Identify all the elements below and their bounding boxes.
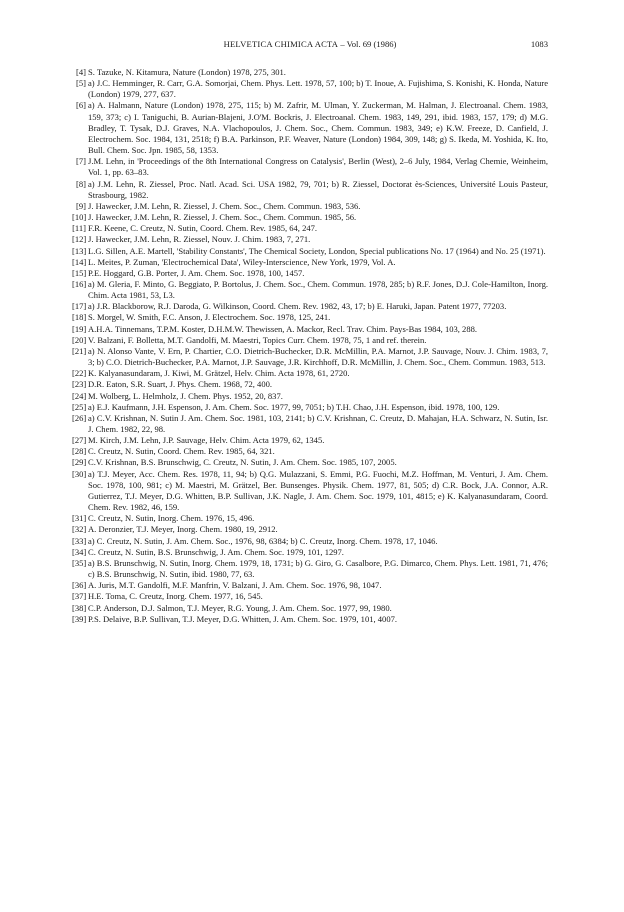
journal-volume: – Vol. 69 (1986) xyxy=(340,39,397,49)
reference-item xyxy=(72,402,548,413)
reference-text: P.S. Delaive, B.P. Sullivan, T.J. Meyer, D.G. Whitten, J. Am. Chem. Soc. 1979, 101, 4007. xyxy=(88,613,398,624)
reference-item xyxy=(72,446,548,457)
reference-list xyxy=(72,67,548,625)
reference-text: V. Balzani, F. Bolletta, M.T. Gandolfi, M. Maestri, Topics Curr. Chem. 1978, 75, 1 and ref. therein. xyxy=(88,334,427,345)
reference-number: [4] xyxy=(76,67,86,77)
reference-number: [38] xyxy=(72,602,87,613)
reference-number: [25] xyxy=(72,401,87,412)
reference-number: [5] xyxy=(76,78,86,89)
reference-text: a) J.R. Blackborow, R.J. Daroda, G. Wilkinson, Coord. Chem. Rev. 1982, 43, 17; b) E. Haruki, Japan. Patent 1977, 77203. xyxy=(88,301,507,312)
reference-number: [9] xyxy=(76,200,86,211)
reference-text: K. Kalyanasundaram, J. Kiwi, M. Grätzel, Helv. Chim. Acta 1978, 61, 2720. xyxy=(88,368,350,379)
reference-item xyxy=(72,201,548,212)
reference-item xyxy=(72,591,548,602)
reference-text: C.V. Krishnan, B.S. Brunschwig, C. Creutz, N. Sutin, J. Am. Chem. Soc. 1985, 107, 2005. xyxy=(88,457,397,468)
reference-number: [22] xyxy=(72,368,87,379)
reference-text: L. Meites, P. Zuman, 'Electrochemical Data', Wiley-Interscience, New York, 1979, Vol. A. xyxy=(88,256,396,267)
running-header xyxy=(72,39,548,51)
reference-item xyxy=(72,547,548,558)
reference-item xyxy=(72,268,548,279)
reference-item xyxy=(72,603,548,614)
reference-text: a) E.J. Kaufmann, J.H. Espenson, J. Am. Chem. Soc. 1977, 99, 7051; b) T.H. Chao, J.H. Espenson, ibid. 1978, 100, 129. xyxy=(88,401,500,412)
reference-number: [29] xyxy=(72,457,87,468)
reference-number: [27] xyxy=(72,435,87,446)
reference-item xyxy=(72,279,548,301)
reference-text: M. Kirch, J.M. Lehn, J.P. Sauvage, Helv. Chim. Acta 1979, 62, 1345. xyxy=(88,435,325,446)
reference-item xyxy=(72,435,548,446)
reference-text: a) T.J. Meyer, Acc. Chem. Res. 1978, 11, 94; b) Q.G. Mulazzani, S. Emmi, P.G. Fuochi, M.Z. Hoffman, M. Venturi, J. Am. Chem. Soc. 1978, 100, 981; c) M. Maestri, M. Grätzel, Ber. Bunsenges. Physik. Chem. 1977, 81, 505; d) C.R. Bock, J.A. Connor, A.R. Gutierrez, T.J. Meyer, D.G. Whitten, B.P. Sullivan, J.K. Nagle, J. Am. Chem. Soc. 1979, 101, 4815; e) K. Kalyanasundaram, Coord. Chem. Rev. 1982, 46, 159. xyxy=(88,468,548,513)
reference-item xyxy=(72,391,548,402)
reference-item xyxy=(72,536,548,547)
reference-number: [20] xyxy=(72,334,87,345)
reference-number: [10] xyxy=(72,212,87,223)
reference-text: F.R. Keene, C. Creutz, N. Sutin, Coord. Chem. Rev. 1985, 64, 247. xyxy=(88,223,318,234)
reference-text: H.E. Toma, C. Creutz, Inorg. Chem. 1977, 16, 545. xyxy=(88,591,263,602)
reference-text: S. Tazuke, N. Kitamura, Nature (London) 1978, 275, 301. xyxy=(88,67,286,77)
reference-number: [15] xyxy=(72,267,87,278)
reference-item xyxy=(72,301,548,312)
reference-text: a) B.S. Brunschwig, N. Sutin, Inorg. Chem. 1979, 18, 1731; b) G. Giro, G. Casalbore, P.G. Dimarco, Chem. Phys. Lett. 1981, 71, 476; c) B.S. Brunschwig, N. Sutin, ibid. 1980, 77, 63. xyxy=(88,557,548,580)
reference-text: A. Deronzier, T.J. Meyer, Inorg. Chem. 1980, 19, 2912. xyxy=(88,524,278,535)
reference-item xyxy=(72,312,548,323)
reference-item xyxy=(72,580,548,591)
reference-number: [30] xyxy=(72,468,87,479)
reference-item xyxy=(72,156,548,178)
reference-number: [33] xyxy=(72,535,87,546)
reference-item xyxy=(72,246,548,257)
reference-number: [36] xyxy=(72,580,87,591)
reference-text: A. Juris, M.T. Gandolfi, M.F. Manfrin, V. Balzani, J. Am. Chem. Soc. 1976, 98, 1047. xyxy=(88,580,382,591)
reference-item xyxy=(72,469,548,514)
reference-number: [14] xyxy=(72,256,87,267)
reference-item xyxy=(72,234,548,245)
reference-number: [34] xyxy=(72,546,87,557)
reference-number: [26] xyxy=(72,412,87,423)
reference-text: D.R. Eaton, S.R. Suart, J. Phys. Chem. 1968, 72, 400. xyxy=(88,379,273,390)
reference-item xyxy=(72,558,548,580)
reference-item xyxy=(72,67,548,78)
reference-text: C.P. Anderson, D.J. Salmon, T.J. Meyer, R.G. Young, J. Am. Chem. Soc. 1977, 99, 1980. xyxy=(88,602,392,613)
reference-item xyxy=(72,223,548,234)
reference-number: [13] xyxy=(72,245,87,256)
reference-item xyxy=(72,179,548,201)
reference-item xyxy=(72,324,548,335)
reference-number: [32] xyxy=(72,524,87,535)
reference-text: C. Creutz, N. Sutin, B.S. Brunschwig, J. Am. Chem. Soc. 1979, 101, 1297. xyxy=(88,546,344,557)
reference-item xyxy=(72,368,548,379)
reference-number: [17] xyxy=(72,301,87,312)
reference-text: a) C. Creutz, N. Sutin, J. Am. Chem. Soc., 1976, 98, 6384; b) C. Creutz, Inorg. Chem. 1978, 17, 1046. xyxy=(88,535,438,546)
reference-text: J. Hawecker, J.M. Lehn, R. Ziessel, J. Chem. Soc., Chem. Commun. 1983, 536. xyxy=(88,200,361,211)
journal-header xyxy=(72,39,548,49)
reference-item xyxy=(72,513,548,524)
reference-item xyxy=(72,335,548,346)
reference-number: [19] xyxy=(72,323,87,334)
reference-item xyxy=(72,413,548,435)
reference-number: [31] xyxy=(72,513,87,524)
reference-text: a) J.M. Lehn, R. Ziessel, Proc. Natl. Acad. Sci. USA 1982, 79, 701; b) R. Ziessel, Doctorat ès-Sciences, Université Louis Pasteur, Strasbourg, 1982. xyxy=(88,178,548,200)
reference-text: A.H.A. Tinnemans, T.P.M. Koster, D.H.M.W. Thewissen, A. Mackor, Recl. Trav. Chim. Pays-Bas 1984, 103, 288. xyxy=(88,323,477,334)
reference-text: a) J.C. Hemminger, R. Carr, G.A. Somorjai, Chem. Phys. Lett. 1978, 57, 100; b) T. Inoue, A. Fujishima, S. Konishi, K. Honda, Nature (London) 1979, 277, 637. xyxy=(88,78,548,100)
reference-item xyxy=(72,614,548,625)
page-number: 1083 xyxy=(530,39,548,49)
reference-number: [6] xyxy=(76,100,86,111)
reference-text: P.E. Hoggard, G.B. Porter, J. Am. Chem. Soc. 1978, 100, 1457. xyxy=(88,267,305,278)
reference-text: a) C.V. Krishnan, N. Sutin J. Am. Chem. Soc. 1981, 103, 2141; b) C.V. Krishnan, C. Creutz, D. Mahajan, H.A. Schwarz, N. Sutin, Isr. J. Chem. 1982, 22, 98. xyxy=(88,412,548,434)
reference-number: [24] xyxy=(72,390,87,401)
reference-number: [39] xyxy=(72,613,87,624)
reference-text: J.M. Lehn, in 'Proceedings of the 8th International Congress on Catalysis', Berlin (West), 2–6 July, 1984, Verlag Chemie, Weinheim, Vol. 1, pp. 63–83. xyxy=(88,156,548,178)
reference-item xyxy=(72,457,548,468)
reference-number: [7] xyxy=(76,156,86,167)
reference-item xyxy=(72,379,548,390)
reference-number: [16] xyxy=(72,278,87,289)
reference-number: [12] xyxy=(72,234,87,245)
reference-text: C. Creutz, N. Sutin, Coord. Chem. Rev. 1985, 64, 321. xyxy=(88,446,275,457)
reference-number: [21] xyxy=(72,345,87,356)
reference-text: J. Hawecker, J.M. Lehn, R. Ziessel, Nouv. J. Chim. 1983, 7, 271. xyxy=(88,234,311,245)
reference-number: [23] xyxy=(72,379,87,390)
reference-number: [35] xyxy=(72,557,87,568)
reference-item xyxy=(72,100,548,156)
reference-item xyxy=(72,78,548,100)
journal-name: HELVETICA CHIMICA ACTA xyxy=(223,39,339,49)
reference-text: a) N. Alonso Vante, V. Ern, P. Chartier, C.O. Dietrich-Buchecker, D.R. McMillin, P.A. Marnot, J.P. Sauvage, Nouv. J. Chim. 1983, 7, 3; b) C.O. Dietrich-Buchecker, P.A. Marnot, J.P. Sauvage, J.R. Kirchhoff, D.R. McMillin, J. Chem. Soc., Chem. Commun. 1983, 513. xyxy=(88,345,548,368)
reference-text: J. Hawecker, J.M. Lehn, R. Ziessel, J. Chem. Soc., Chem. Commun. 1985, 56. xyxy=(88,212,357,223)
reference-number: [37] xyxy=(72,591,87,602)
reference-number: [11] xyxy=(72,223,86,234)
reference-text: S. Morgel, W. Smith, F.C. Anson, J. Electrochem. Soc. 1978, 125, 241. xyxy=(88,312,331,323)
reference-item xyxy=(72,346,548,368)
reference-text: L.G. Sillen, A.E. Martell, 'Stability Constants', The Chemical Society, London, Special publications No. 17 (1964) and No. 25 (1971). xyxy=(88,245,546,256)
reference-number: [8] xyxy=(76,178,86,189)
reference-number: [28] xyxy=(72,446,87,457)
reference-text: a) A. Halmann, Nature (London) 1978, 275, 115; b) M. Zafrir, M. Ulman, Y. Zuckerman, M. Halman, J. Electroanal. Chem. 1983, 159, 373; c) I. Taniguchi, B. Aurian-Blajeni, J.O'M. Bockris, J. Electroanal. Chem. 1983, 149, 291, ibid. 1983, 157, 179; d) M.G. Bradley, T. Tysak, D.J. Graves, N.A. Vlachopoulos, J. Chem. Soc., Chem. Commun. 1983, 349; e) K.W. Freeze, D. Canfield, J. Electrochem. Soc. 1984, 131, 2518; f) B.A. Parkinson, P.F. Weaver, Nature (London) 1984, 309, 148; g) S. Ikeda, M. Yoshida, K. Ito, Bull. Chem. Soc. Jpn. 1985, 58, 1353. xyxy=(88,100,548,156)
reference-text: C. Creutz, N. Sutin, Inorg. Chem. 1976, 15, 496. xyxy=(88,513,255,524)
reference-text: a) M. Gleria, F. Minto, G. Beggiato, P. Bortolus, J. Chem. Soc., Chem. Commun. 1978, 285; b) R.F. Jones, D.J. Cole-Hamilton, Inorg. Chim. Acta 1981, 53, L3. xyxy=(88,278,548,301)
reference-item xyxy=(72,212,548,223)
reference-item xyxy=(72,524,548,535)
reference-text: M. Wolberg, L. Helmholz, J. Chem. Phys. 1952, 20, 837. xyxy=(88,390,283,401)
reference-number: [18] xyxy=(72,312,87,323)
reference-item xyxy=(72,257,548,268)
